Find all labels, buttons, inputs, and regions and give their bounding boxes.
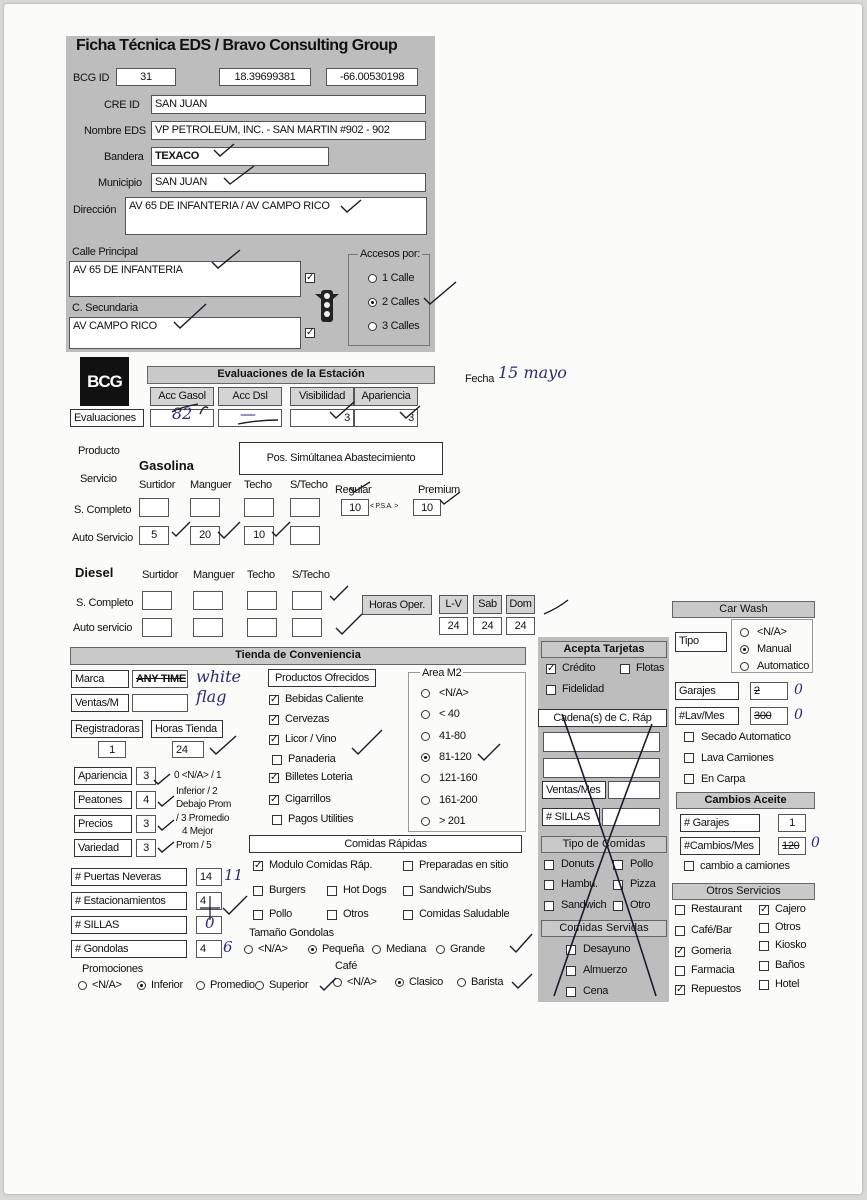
scale-text-4: 4 Mejor xyxy=(182,826,214,837)
evaluaciones-label: Evaluaciones xyxy=(70,409,144,427)
accesos-label-0: 1 Calle xyxy=(382,272,415,284)
calle-principal-label: Calle Principal xyxy=(72,246,138,258)
otro-servicio-label-2: Café/Bar xyxy=(691,924,733,936)
cre-id-label: CRE ID xyxy=(104,99,140,111)
accesos-label-2: 3 Calles xyxy=(382,320,420,332)
gas-col-0: Surtidor xyxy=(139,479,176,491)
area-label-4: 121-160 xyxy=(439,772,478,785)
direccion-field[interactable]: AV 65 DE INFANTERIA / AV CAMPO RICO xyxy=(125,197,427,235)
camiones-label: cambio a camiones xyxy=(700,860,790,872)
auto-servicio-label: Auto Servicio xyxy=(72,532,133,544)
c-cambios-label: #Cambios/Mes xyxy=(680,837,760,855)
tamano-title: Tamaño Gondolas xyxy=(249,927,334,939)
horas-sab-header: Sab xyxy=(473,595,502,614)
tipo-comida-label-1: Pollo xyxy=(630,858,653,870)
marca-label: Marca xyxy=(71,670,129,688)
rating-1-label: Peatones xyxy=(74,791,132,809)
garajes-label: Garajes xyxy=(675,682,739,700)
lav-mes-handwritten: 0 xyxy=(794,707,803,723)
promo-label-0: <N/A> xyxy=(92,979,122,991)
carwash-tipo-label-1: Manual xyxy=(757,643,792,655)
horas-oper-label: Horas Oper. xyxy=(362,595,432,615)
horas-tienda-field[interactable]: 24 xyxy=(172,741,204,758)
marca-value: ANY TIME xyxy=(136,673,186,685)
gas-col-1: Manguer xyxy=(190,479,232,491)
promo-label-3: Superior xyxy=(269,979,309,991)
tipo-comida-label-5: Otro xyxy=(630,899,651,911)
acc-gasol-header: Acc Gasol xyxy=(150,387,214,406)
c-garajes-label: # Garajes xyxy=(680,814,760,832)
rating-3-label: Variedad xyxy=(74,839,132,857)
tamano-label-0: <N/A> xyxy=(258,943,288,955)
latitude-field[interactable]: 18.39699381 xyxy=(219,68,311,86)
producto-ofrecido-label-5: Cigarrillos xyxy=(285,793,331,805)
gas-auto-0[interactable]: 5 xyxy=(139,526,169,545)
count-1-field[interactable]: 4 xyxy=(196,892,222,910)
horas-l-v-field[interactable]: 24 xyxy=(439,617,468,635)
scale-text-3: / 3 Promedio xyxy=(176,813,230,824)
diesel-auto-servicio-label: Auto servicio xyxy=(73,622,133,634)
rating-3-field[interactable]: 3 xyxy=(136,839,156,857)
carwash-title: Car Wash xyxy=(672,601,815,618)
otro-servicio-label-6: Farmacia xyxy=(691,964,735,976)
lav-mes-value: 300 xyxy=(754,710,772,722)
longitude-field[interactable]: -66.00530198 xyxy=(326,68,418,86)
tipo-comida-label-0: Donuts xyxy=(561,858,595,870)
promo-label-2: Promedio xyxy=(210,979,255,991)
count-3-label: # Gondolas xyxy=(71,940,187,958)
tienda-title: Tienda de Conveniencia xyxy=(70,647,526,665)
servicio-label: Servicio xyxy=(80,473,117,485)
comida-label-2: Burgers xyxy=(269,884,306,896)
tarjeta-label-2: Fidelidad xyxy=(562,683,604,695)
diesel-s-completo-label: S. Completo xyxy=(76,597,134,609)
tipo-comida-label-2: Hambu. xyxy=(561,878,598,890)
tipo-comida-label-3: Pizza xyxy=(630,878,656,890)
carwash-tipo-label: Tipo xyxy=(675,632,727,652)
otro-servicio-checkbox-4[interactable]: ✓ xyxy=(676,946,685,957)
cafe-label-1: Clasico xyxy=(409,976,443,988)
sillas-c-label: # SILLAS xyxy=(542,808,600,826)
area-label-0: <N/A> xyxy=(439,687,469,699)
bandera-label: Bandera xyxy=(104,151,144,163)
comida-label-7: Comidas Saludable xyxy=(419,908,510,920)
form-title: Ficha Técnica EDS / Bravo Consulting Group xyxy=(76,37,398,54)
gas-col-3: S/Techo xyxy=(290,479,328,491)
comida-label-0: Modulo Comidas Ráp. xyxy=(269,859,373,871)
cafe-title: Café xyxy=(335,960,358,972)
apariencia-field[interactable]: 3 xyxy=(354,409,418,427)
gas-auto-1[interactable]: 20 xyxy=(190,526,220,545)
otro-servicio-checkbox-8[interactable]: ✓ xyxy=(676,984,685,995)
count-0-field[interactable]: 14 xyxy=(196,868,222,886)
puertas-handwritten: 11 xyxy=(224,866,244,884)
c-cambios-value: 120 xyxy=(782,840,800,852)
horas-dom-field[interactable]: 24 xyxy=(506,617,535,635)
diesel-heading: Diesel xyxy=(75,565,114,580)
tarjeta-label-1: Flotas xyxy=(636,662,665,674)
cambios-title: Cambios Aceite xyxy=(676,792,815,809)
c-secundaria-label: C. Secundaria xyxy=(72,302,138,314)
area-label-6: > 201 xyxy=(439,814,466,827)
diesel-col-0: Surtidor xyxy=(142,569,179,581)
area-label-1: < 40 xyxy=(439,708,460,721)
carwash-extra-label-1: Lava Camiones xyxy=(701,752,774,764)
registradoras-label: Registradoras xyxy=(71,720,143,738)
comida-label-1: Preparadas en sitio xyxy=(419,859,509,871)
accesos-label: Accesos por: xyxy=(360,248,420,260)
fecha-handwritten: 15 mayo xyxy=(498,363,567,382)
area-label-3: 81-120 xyxy=(439,750,472,763)
horas-l-v-header: L-V xyxy=(439,595,468,614)
otro-servicio-label-8: Repuestos xyxy=(691,983,741,995)
otro-servicio-checkbox-1[interactable]: ✓ xyxy=(760,904,769,915)
rating-1-field[interactable]: 4 xyxy=(136,791,156,809)
bcg-logo-text: BCG xyxy=(87,372,122,391)
marca-handwritten: white flag xyxy=(196,667,242,706)
tamano-label-3: Grande xyxy=(450,943,485,955)
diesel-col-1: Manguer xyxy=(193,569,235,581)
lav-mes-label: #Lav/Mes xyxy=(675,707,739,725)
servida-label-1: Almuerzo xyxy=(583,964,628,976)
municipio-label: Municipio xyxy=(98,177,142,189)
count-1-label: # Estacionamientos xyxy=(71,892,187,910)
fecha-label: Fecha xyxy=(465,373,495,385)
bcg-id-label: BCG ID xyxy=(73,72,110,84)
horas-sab-field[interactable]: 24 xyxy=(473,617,502,635)
gondolas-handwritten: 6 xyxy=(223,938,233,956)
comida-label-3: Hot Dogs xyxy=(343,884,387,896)
cadena-title: Cadena(s) de C. Ráp xyxy=(538,709,667,727)
promo-label-1: Inferior xyxy=(151,979,183,991)
carwash-tipo-label-0: <N/A> xyxy=(757,626,787,638)
producto-ofrecido-checkbox-0[interactable]: ✓ xyxy=(270,694,279,705)
otros-title: Otros Servicios xyxy=(672,883,815,900)
sillas-handwritten: 0 xyxy=(205,914,215,932)
diesel-col-3: S/Techo xyxy=(292,569,330,581)
cre-id-field[interactable]: SAN JUAN xyxy=(151,95,426,114)
calle-principal-checkbox[interactable]: ✓ xyxy=(306,272,315,283)
otro-servicio-label-4: Gomeria xyxy=(691,945,732,957)
ventas-m-label: Ventas/M xyxy=(71,694,129,712)
scale-text-5: Prom / 5 xyxy=(176,840,212,851)
servida-label-0: Desayuno xyxy=(583,943,631,955)
rating-0-label: Apariencia xyxy=(74,767,132,785)
otro-servicio-label-0: Restaurant xyxy=(691,903,742,915)
gas-col-2: Techo xyxy=(244,479,272,491)
c-secundaria-field[interactable]: AV CAMPO RICO xyxy=(69,317,301,349)
producto-ofrecido-label-0: Bebidas Caliente xyxy=(285,693,364,705)
c-secundaria-checkbox[interactable]: ✓ xyxy=(306,327,315,338)
premium-label: Premium xyxy=(418,484,460,496)
producto-ofrecido-checkbox-1[interactable]: ✓ xyxy=(270,714,279,725)
tamano-label-2: Mediana xyxy=(386,943,427,955)
tarjetas-title: Acepta Tarjetas xyxy=(541,641,667,658)
s-completo-label: S. Completo xyxy=(74,504,132,516)
apariencia-header: Apariencia xyxy=(354,387,418,406)
comida-label-6: Otros xyxy=(343,908,369,920)
diesel-col-2: Techo xyxy=(247,569,275,581)
comida-checkbox-0[interactable]: ✓ xyxy=(254,860,263,871)
otro-servicio-label-7: Baños xyxy=(775,959,805,971)
evaluaciones-title: Evaluaciones de la Estación xyxy=(147,366,435,384)
garajes-handwritten: 0 xyxy=(794,682,803,698)
producto-ofrecido-checkbox-5[interactable]: ✓ xyxy=(270,794,279,805)
psa-label: < P.S.A. > xyxy=(370,503,399,510)
count-3-field[interactable]: 4 xyxy=(196,940,222,958)
producto-ofrecido-label-2: Licor / Vino xyxy=(285,733,337,745)
scale-text-0: 0 <N/A> / 1 xyxy=(174,770,222,781)
producto-ofrecido-label-3: Panaderia xyxy=(288,753,336,765)
promo-title: Promociones xyxy=(82,963,143,975)
horas-tienda-label: Horas Tienda xyxy=(151,720,223,738)
pos-simultanea-label: Pos. Simúltanea Abastecimiento xyxy=(239,442,443,475)
cafe-label-2: Barista xyxy=(471,976,504,988)
carwash-extra-label-2: En Carpa xyxy=(701,773,746,785)
rating-2-label: Precios xyxy=(74,815,132,833)
garajes-value: 2 xyxy=(754,685,760,697)
tarjeta-checkbox-0[interactable]: ✓ xyxy=(547,663,556,674)
acc-dsl-header: Acc Dsl xyxy=(218,387,282,406)
area-title: Area M2 xyxy=(422,667,462,679)
otro-servicio-label-9: Hotel xyxy=(775,978,800,990)
direccion-label: Dirección xyxy=(73,204,117,216)
c-garajes-field[interactable]: 1 xyxy=(778,814,806,832)
tipo-comida-label-4: Sandwich xyxy=(561,899,607,911)
visibilidad-field[interactable]: 3 xyxy=(290,409,354,427)
cafe-label-0: <N/A> xyxy=(347,976,377,988)
scale-text-2: Debajo Prom xyxy=(176,799,232,810)
otro-servicio-label-3: Otros xyxy=(775,921,801,933)
nombre-eds-field[interactable]: VP PETROLEUM, INC. - SAN MARTIN #902 - 902 xyxy=(151,121,426,140)
comidas-title: Comidas Rápidas xyxy=(249,835,522,853)
producto-ofrecido-label-4: Billetes Loteria xyxy=(285,771,353,783)
carwash-tipo-label-2: Automatico xyxy=(757,660,810,672)
producto-ofrecido-label-1: Cervezas xyxy=(285,713,330,725)
acc-gasol-handwritten: 82 xyxy=(172,404,193,423)
regular-label: Regular xyxy=(335,484,372,496)
carwash-extra-label-0: Secado Automatico xyxy=(701,731,791,743)
servida-label-2: Cena xyxy=(583,985,609,997)
visibilidad-header: Visibilidad xyxy=(290,387,354,406)
comida-label-4: Sandwich/Subs xyxy=(419,884,491,896)
accesos-label-1: 2 Calles xyxy=(382,296,420,308)
producto-ofrecido-checkbox-2[interactable]: ✓ xyxy=(270,734,279,745)
tipo-comidas-title: Tipo de Comidas xyxy=(541,836,667,853)
producto-label: Producto xyxy=(78,445,120,457)
horas-dom-header: Dom xyxy=(506,595,535,614)
nombre-eds-label: Nombre EDS xyxy=(84,125,146,137)
scale-text-1: Inferior / 2 xyxy=(176,786,218,797)
bcg-id-field[interactable]: 31 xyxy=(116,68,176,86)
productos-title: Productos Ofrecidos xyxy=(268,669,376,687)
producto-ofrecido-checkbox-4[interactable]: ✓ xyxy=(270,772,279,783)
regular-field[interactable]: 10 xyxy=(341,499,369,516)
c-cambios-handwritten: 0 xyxy=(811,835,820,851)
acc-dsl-handwritten: — xyxy=(240,404,256,423)
count-0-label: # Puertas Neveras xyxy=(71,868,187,886)
premium-field[interactable]: 10 xyxy=(413,499,441,516)
rating-2-field[interactable]: 3 xyxy=(136,815,156,833)
otro-servicio-label-5: Kiosko xyxy=(775,939,807,951)
gasolina-heading: Gasolina xyxy=(139,458,194,473)
gas-auto-2[interactable]: 10 xyxy=(244,526,274,545)
comida-label-5: Pollo xyxy=(269,908,292,920)
otro-servicio-label-1: Cajero xyxy=(775,903,806,915)
ventas-mes-label: Ventas/Mes xyxy=(542,781,606,799)
comidas-servidas-title: Comidas Servidas xyxy=(541,920,667,937)
rating-0-field[interactable]: 3 xyxy=(136,767,156,785)
calle-principal-field[interactable]: AV 65 DE INFANTERIA xyxy=(69,261,301,297)
registradoras-field[interactable]: 1 xyxy=(98,741,126,758)
count-2-label: # SILLAS xyxy=(71,916,187,934)
tamano-label-1: Pequeña xyxy=(322,943,364,955)
producto-ofrecido-label-6: Pagos Utilities xyxy=(288,813,354,825)
tarjeta-label-0: Crédito xyxy=(562,662,596,674)
municipio-field[interactable]: SAN JUAN xyxy=(151,173,426,192)
bandera-field[interactable]: TEXACO xyxy=(151,147,329,166)
area-label-2: 41-80 xyxy=(439,729,466,742)
area-label-5: 161-200 xyxy=(439,793,478,806)
